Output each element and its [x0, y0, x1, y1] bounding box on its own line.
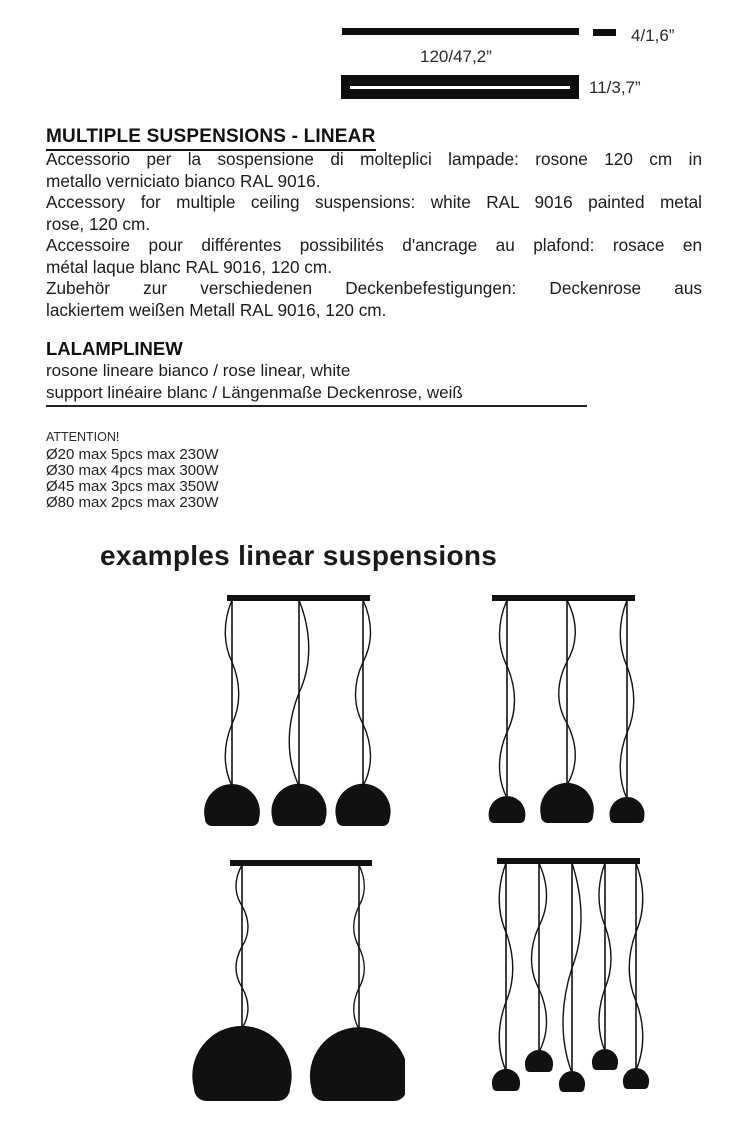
product-code: LALAMPLINEW: [46, 338, 183, 359]
examples-title: examples linear suspensions: [100, 540, 498, 571]
attention-title: ATTENTION!: [46, 430, 120, 444]
attention-spec-list: [46, 447, 219, 511]
lamp-dome: [489, 796, 526, 823]
lamp-dome: [623, 1068, 649, 1089]
lamp-dome: [559, 1071, 585, 1092]
ceiling-bar: [492, 595, 635, 601]
description-line: metallo verniciato bianco RAL 9016.: [46, 170, 321, 191]
lamp-dome: [540, 783, 594, 823]
attention-spec-line: Ø20 max 5pcs max 230W: [46, 446, 219, 463]
attention-spec-line: Ø30 max 4pcs max 300W: [46, 462, 219, 479]
bar-slot-stripe: [350, 86, 570, 89]
figure-two-large-pendants: [185, 852, 405, 1108]
lamp-dome: [204, 784, 260, 826]
description-text: [46, 149, 702, 321]
description-line: Accessoire pour différentes possibilités d'ancrage au plafond: rosace en: [46, 235, 702, 255]
lamp-dome: [192, 1026, 291, 1101]
figure-five-staggered-pendants: [480, 852, 700, 1108]
linear-rose-front-view-bar: [341, 75, 579, 99]
attention-spec-line: Ø80 max 2pcs max 230W: [46, 494, 219, 511]
bar-length-label: 120/47,2”: [420, 47, 492, 66]
description-line: métal laque blanc RAL 9016, 120 cm.: [46, 256, 332, 277]
ceiling-bar: [497, 858, 640, 864]
description-line: Zubehör zur verschiedenen Deckenbefestigungen: Deckenrose aus: [46, 278, 702, 298]
description-line: lackiertem weißen Metall RAL 9016, 120 cm.: [46, 299, 387, 320]
bar-height-label: 11/3,7”: [589, 78, 641, 97]
product-desc-line-2: support linéaire blanc / Längenmaße Deckenrose, weiß: [46, 383, 587, 407]
description-line: Accessorio per la sospensione di molteplici lampade: rosone 120 cm in: [46, 149, 702, 169]
attention-spec-line: Ø45 max 3pcs max 350W: [46, 478, 219, 495]
lamp-dome: [609, 797, 644, 823]
lamp-dome: [492, 1069, 520, 1091]
lamp-dome: [310, 1027, 405, 1101]
description-line: Accessory for multiple ceiling suspensions: white RAL 9016 painted metal: [46, 192, 702, 212]
figure-small-large-small-pendants: [480, 588, 700, 840]
bar-thickness-glyph: [593, 29, 616, 36]
linear-rose-top-view-bar: [342, 28, 579, 35]
bar-thickness-label: 4/1,6”: [631, 26, 675, 45]
page-title: MULTIPLE SUSPENSIONS - LINEAR: [46, 126, 376, 151]
figure-three-equal-pendants: [185, 588, 405, 840]
product-desc-line-1: rosone lineare bianco / rose linear, white: [46, 361, 351, 380]
ceiling-bar: [230, 860, 372, 866]
lamp-dome: [335, 784, 390, 826]
attention-block: [46, 430, 219, 511]
lamp-dome: [592, 1049, 618, 1070]
description-line: rose, 120 cm.: [46, 213, 151, 234]
lamp-dome: [271, 784, 326, 826]
lamp-dome: [525, 1050, 553, 1072]
